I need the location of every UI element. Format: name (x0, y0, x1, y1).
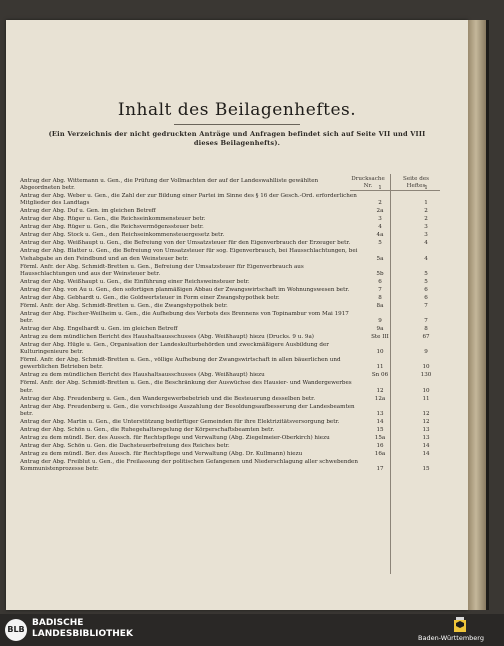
entry-text: Antrag der Abg. Martin u. Gen., die Unterstützung bedürftiger Gemeinden für ihre Elektrizitätsversorgung betr. (20, 418, 340, 425)
entry-text: Förml. Anfr. der Abg. Schmidt-Bretten u. Gen., völlige Aufhebung der Zwangswirtschaft in allen bäuerlichen und gewerblichen Betrieben betr. (20, 357, 341, 371)
entry-text: Antrag zu dem mündl. Ber. des Aussch. für Rechtspflege und Verwaltung (Abg. Dr. Kullmann) hiezu (20, 450, 303, 457)
list-item (20, 404, 450, 418)
entry-text: Förml. Anfr. der Abg. Schmidt-Bretten u. Gen., die Zwangshypothek betr. (20, 302, 228, 309)
list-item (20, 334, 450, 341)
list-item (20, 208, 450, 215)
library-name-line1: BADISCHE (32, 618, 84, 628)
list-item (20, 224, 450, 231)
entry-seite: 13 (422, 434, 430, 441)
list-item (20, 342, 450, 356)
entry-text: Antrag der Abg. Freudenberg u. Gen., den Wandergewerbebetrieb und die Besteuerung desselben betr. (20, 395, 315, 402)
entry-seite: 7 (424, 302, 428, 309)
entry-text: Antrag der Abg. Duf u. Gen. im gleichen Betreff (20, 208, 156, 215)
entry-drucksache: 16 (376, 442, 384, 449)
entry-drucksache: 2a (376, 208, 384, 215)
entry-seite: 12 (422, 418, 430, 425)
entry-seite: 9 (424, 349, 428, 356)
contents-list (20, 178, 450, 474)
entry-text: Antrag zu dem mündl. Ber. des Aussch. für Rechtspflege und Verwaltung (Abg. Ziegelmeier-Oberkirch) hiezu (20, 434, 330, 441)
entry-text: Antrag zu dem mündlichen Bericht des Haushaltsausschusses (Abg. Weißhaupt) hiezu (20, 372, 265, 379)
entry-drucksache: 5a (376, 255, 384, 262)
title-divider (174, 124, 300, 125)
entry-drucksache: 4 (378, 224, 382, 231)
entry-text: Antrag der Abg. von Au u. Gen., den sofortigen planmäßigen Abbau der Zwangswirtschaft im Wohnungswesen betr. (20, 286, 350, 293)
list-item (20, 240, 450, 247)
binding-line (486, 20, 489, 610)
entry-drucksache: 4a (376, 232, 384, 239)
list-item (20, 264, 450, 278)
state-name[interactable]: Baden-Württemberg (418, 634, 484, 642)
entry-drucksache: 3 (378, 216, 382, 223)
entry-drucksache: 9 (378, 318, 382, 325)
list-item (20, 311, 450, 325)
entry-text: Antrag der Abg. Wittemann u. Gen., die Prüfung der Vollmachten der auf der Landeswahlliste gewählten Abgeordneten betr. (20, 178, 319, 192)
entry-drucksache: 5 (378, 240, 382, 247)
entry-drucksache: Ste III (371, 334, 389, 341)
entry-seite: 3 (424, 232, 428, 239)
list-item (20, 435, 450, 442)
list-item (20, 178, 450, 192)
list-item (20, 372, 450, 379)
entry-drucksache: Sn 06 (371, 372, 389, 379)
list-item (20, 459, 450, 473)
entry-drucksache: 15a (374, 434, 386, 441)
entry-seite: 14 (422, 442, 430, 449)
entry-seite: 13 (422, 426, 430, 433)
entry-seite: 3 (424, 224, 428, 231)
entry-seite: 8 (424, 326, 428, 333)
entry-drucksache: 9a (376, 326, 384, 333)
list-item (20, 357, 450, 371)
blb-logo-icon[interactable]: BLB (5, 619, 27, 641)
entry-drucksache: 8a (376, 302, 384, 309)
entry-drucksache: 5b (376, 270, 384, 277)
entry-drucksache: 17 (376, 466, 384, 473)
entry-text: Antrag der Abg. Schön u. Gen., die Ruhegehaltsregelung der Körperschaftsbeamten betr. (20, 426, 275, 433)
entry-drucksache: 16a (374, 450, 386, 457)
entry-seite: 2 (424, 216, 428, 223)
list-item (20, 287, 450, 294)
list-item (20, 419, 450, 426)
entry-seite: 7 (424, 318, 428, 325)
list-item (20, 451, 450, 458)
entry-text: Antrag der Abg. Weber u. Gen., die Zahl der zur Bildung einer Partei im Sinne des § 16 der Gesch.-Ord. erforderlichen Mitglieder des Landtags (20, 193, 357, 207)
list-item (20, 303, 450, 310)
list-item (20, 193, 450, 207)
entry-seite: 4 (424, 240, 428, 247)
column-header-seite: Seite des Heftes (402, 176, 430, 189)
entry-text: Antrag zu dem mündlichen Bericht des Haushaltsausschusses (Abg. Weißhaupt) hiezu (Drucks. 9 u. 9a) (20, 334, 314, 341)
entry-seite: 2 (424, 208, 428, 215)
library-name-line2: LANDESBIBLIOTHEK (32, 629, 133, 639)
entry-seite: 5 (424, 278, 428, 285)
page-subtitle: (Ein Verzeichnis der nicht gedruckten Anträge und Anfragen befindet sich auf Seite VII und VIII dieses Beilagenhefts). (48, 130, 426, 147)
entry-text: Antrag der Abg. Rüger u. Gen., die Reichseinkommensteuer betr. (20, 216, 206, 223)
entry-seite: 15 (422, 466, 430, 473)
entry-drucksache: 11 (376, 364, 384, 371)
entry-text: Antrag der Abg. Weißhaupt u. Gen., die Einführung einer Reichsweinsteuer betr. (20, 278, 250, 285)
list-item (20, 216, 450, 223)
entry-seite: 1 (424, 200, 428, 207)
entry-text: Antrag der Abg. Weißhaupt u. Gen., die Befreiung von der Umsatzsteuer für den Eigenverbrauch der Erzeuger betr. (20, 240, 351, 247)
entry-seite: 10 (422, 364, 430, 371)
list-item (20, 279, 450, 286)
list-item (20, 427, 450, 434)
entry-seite: 11 (422, 395, 430, 402)
entry-text: Antrag der Abg. Gebhardt u. Gen., die Goldwertsteuer in Form einer Zwangshypothek betr. (20, 294, 280, 301)
list-item (20, 295, 450, 302)
entry-seite: 4 (424, 255, 428, 262)
entry-drucksache: 8 (378, 294, 382, 301)
page-edge (468, 20, 488, 610)
entry-drucksache: 7 (378, 286, 382, 293)
list-item (20, 396, 450, 403)
entry-text: Förml. Anfr. der Abg. Schmidt-Bretten u. Gen., die Beschränkung der Auswüchse des Hausier- und Wandergewerbes betr. (20, 380, 352, 394)
page-title: Inhalt des Beilagenheftes. (117, 100, 357, 120)
entry-text: Antrag der Abg. Rüger u. Gen., die Reichsvermögenssteuer betr. (20, 224, 204, 231)
entry-text: Antrag der Abg. Stock u. Gen., den Reichseinkommensteuergesetz betr. (20, 232, 225, 239)
entry-drucksache: 15 (376, 426, 384, 433)
entry-seite: 6 (424, 286, 428, 293)
entry-drucksache: 12a (374, 395, 386, 402)
list-item (20, 248, 450, 262)
list-item (20, 443, 450, 450)
entry-seite: 5 (424, 270, 428, 277)
entry-text: Förml. Anfr. der Abg. Schmidt-Bretten u. Gen., Befreiung der Umsatzsteuer für Eigenverbrauch aus Hausschlachtungen und aus der Weinsteuer betr. (20, 263, 304, 277)
entry-text: Antrag der Abg. Blatter u. Gen., die Befreiung von Umsatzsteuer für sog. Eigenverbrauch, bei Hausschlachtungen, bei Viehabgabe an den Feindbund und an den Weinsteuer betr. (20, 248, 358, 262)
entry-text: Antrag der Abg. Hügle u. Gen., Organisation der Landeskulturbehörden und zweckmäßigere Ausbildung der Kulturingenieure betr. (20, 342, 329, 356)
entry-text: Antrag der Abg. Schön u. Gen. die Dachsteuerbefreiung des Reiches betr. (20, 442, 230, 449)
entry-seite: 14 (422, 450, 430, 457)
entry-seite: 67 (422, 334, 430, 341)
entry-drucksache: 14 (376, 418, 384, 425)
entry-drucksache: 12 (376, 387, 384, 394)
entry-drucksache: 13 (376, 410, 384, 417)
list-item (20, 380, 450, 394)
entry-text: Antrag der Abg. Freiblut u. Gen., die Freilassung der politischen Gefangenen und Niederschlagung aller schwebenden Kommunistenprozesse betr. (20, 458, 358, 473)
entry-seite: 12 (422, 410, 430, 417)
entry-seite: 1 (424, 185, 428, 192)
entry-drucksache: 2 (378, 200, 382, 207)
entry-text: Antrag der Abg. Freudenberg u. Gen., die vorschüssige Auszahlung der Besoldungsaufbesserung der Landesbeamten betr. (20, 403, 355, 417)
column-header-drucksache: Drucksache Nr. (351, 176, 385, 189)
list-item (20, 232, 450, 239)
list-item (20, 326, 450, 333)
entry-drucksache: 1 (378, 185, 382, 192)
entry-drucksache: 6 (378, 278, 382, 285)
state-crest-icon (453, 617, 467, 633)
entry-text: Antrag der Abg. Fischer-Weilheim u. Gen., die Aufhebung des Verbots des Brennens von Topinambur vom Mai 1917 betr. (20, 310, 349, 325)
entry-seite: 6 (424, 294, 428, 301)
entry-seite: 130 (420, 372, 432, 379)
entry-text: Antrag der Abg. Engelhardt u. Gen. im gleichen Betreff (20, 326, 178, 333)
entry-drucksache: 10 (376, 349, 384, 356)
book-page (6, 20, 468, 610)
library-name[interactable] (32, 618, 133, 640)
entry-seite: 10 (422, 387, 430, 394)
